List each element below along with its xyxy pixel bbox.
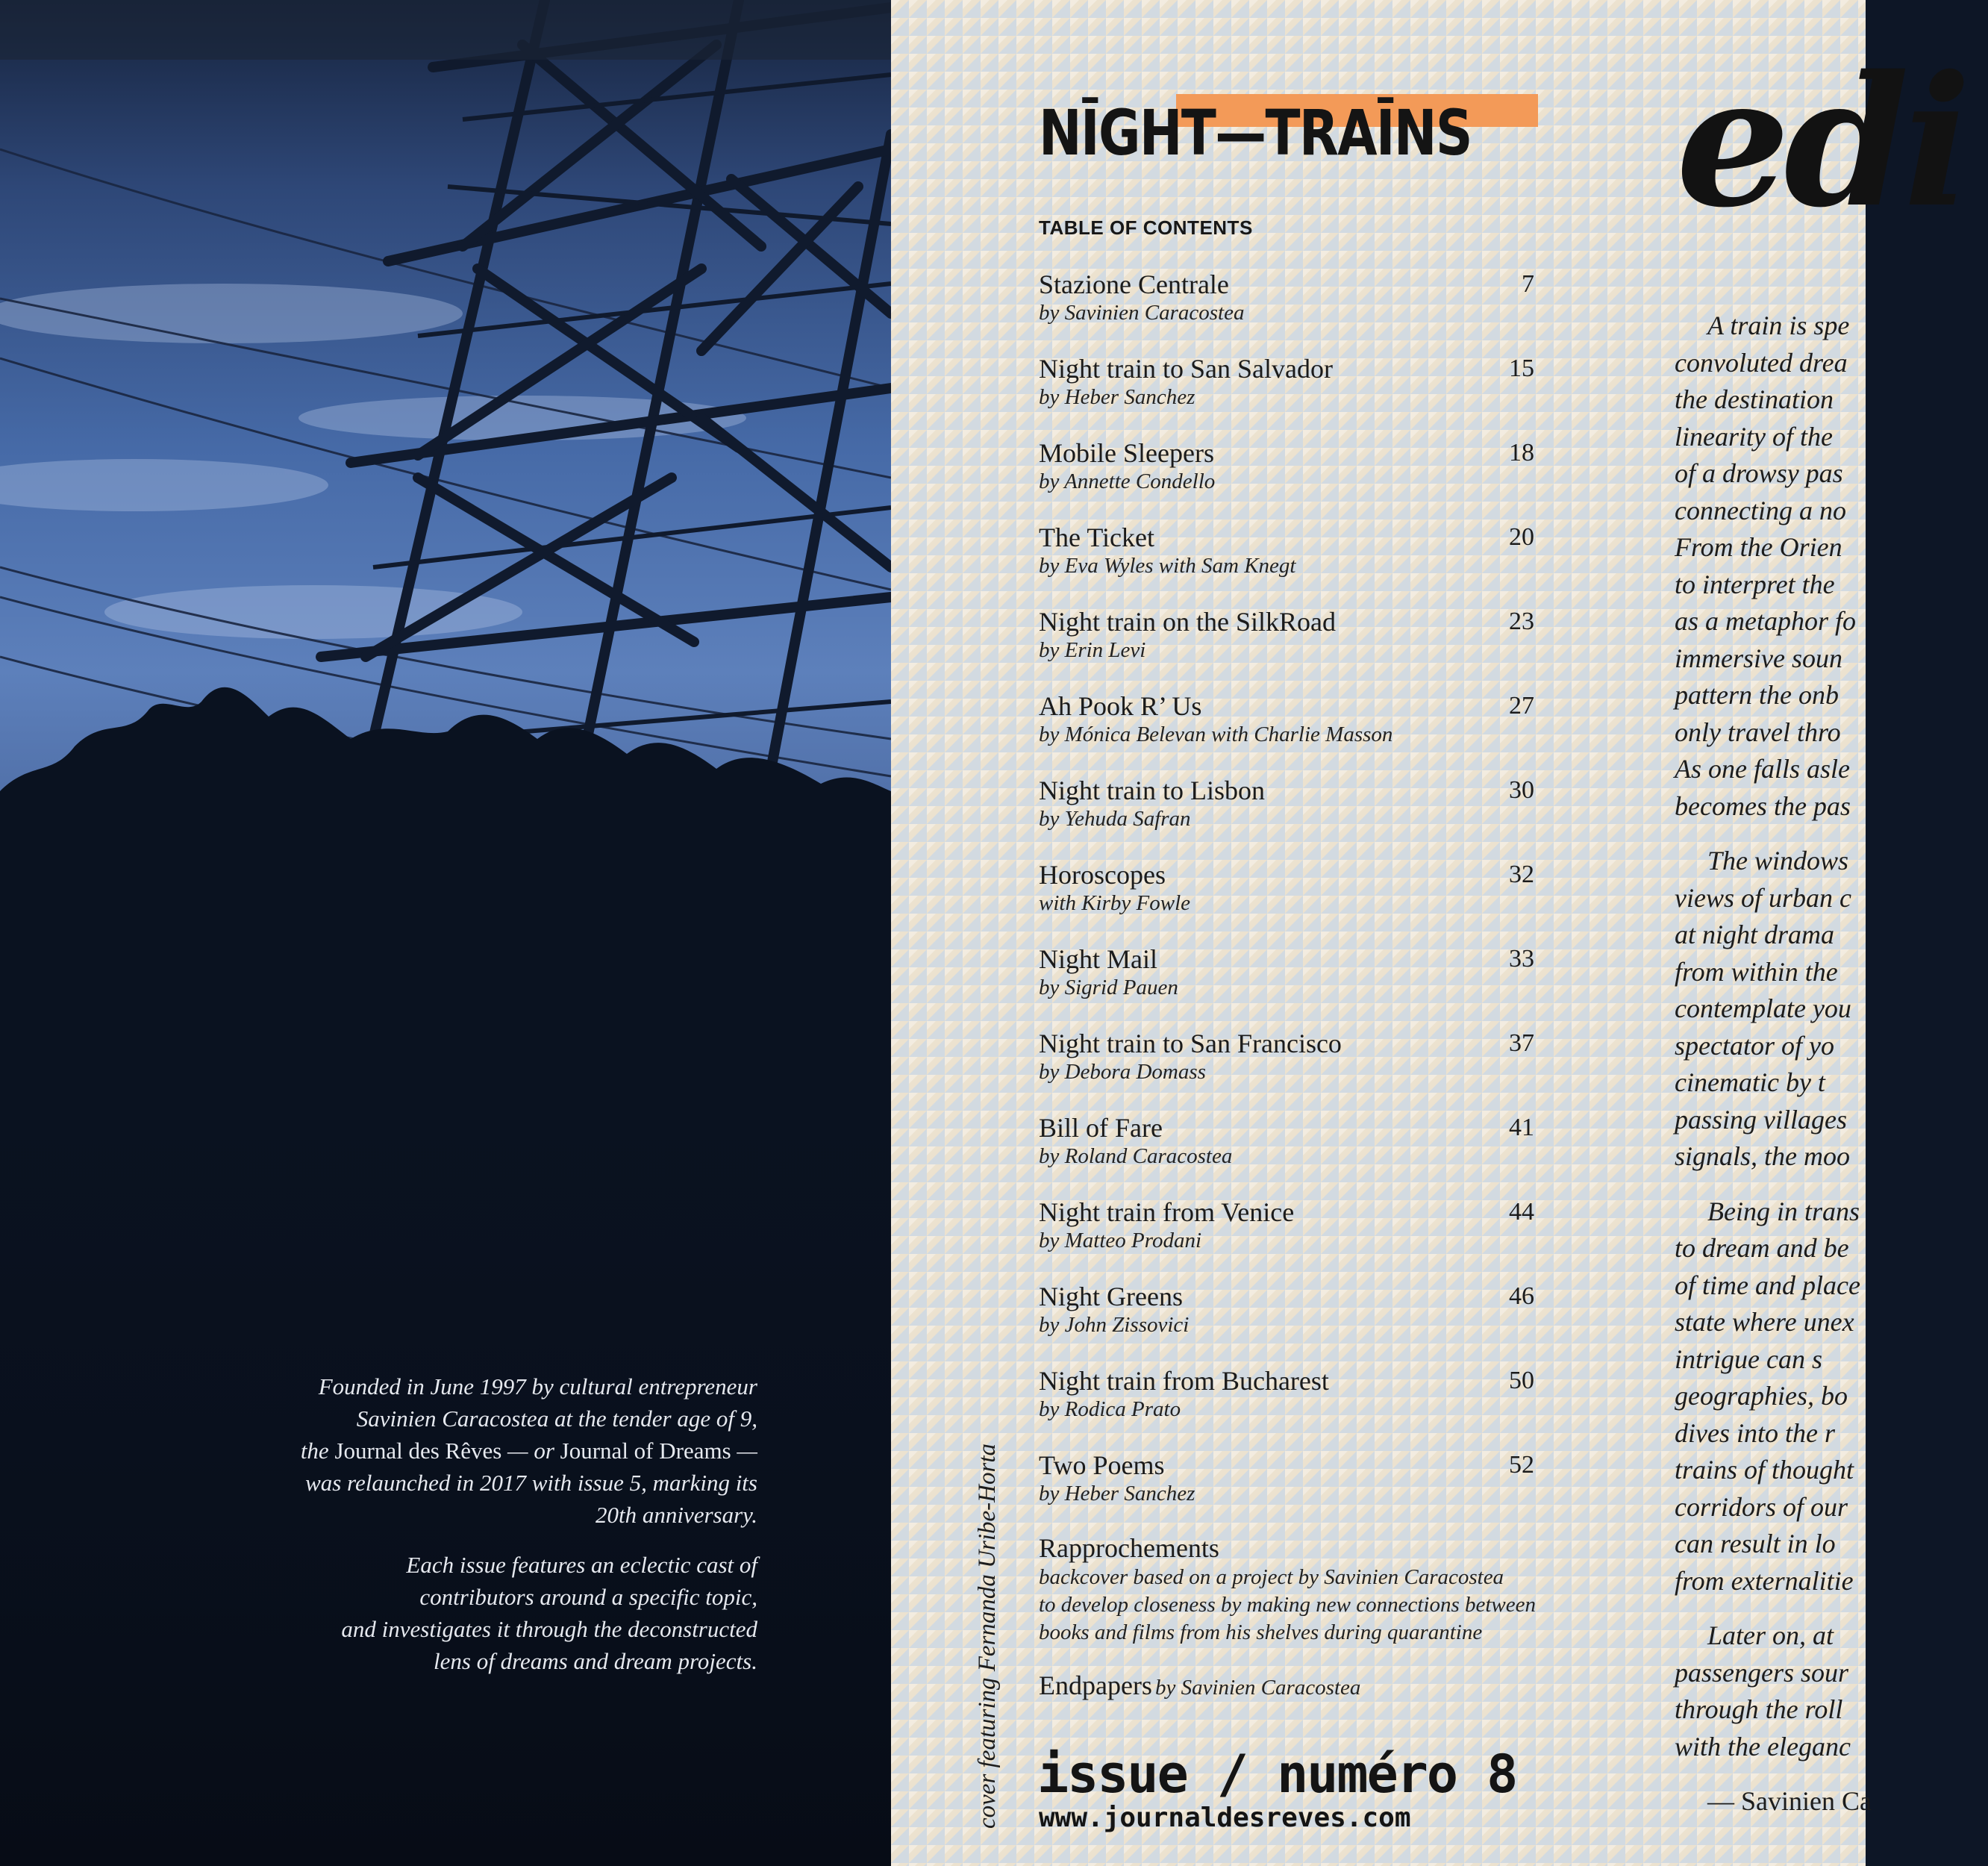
toc-entry[interactable] [1039, 1028, 1539, 1112]
toc-entry-page: 52 [1509, 1451, 1534, 1479]
toc-entry-title: Two Poems [1039, 1450, 1165, 1480]
journal-description [216, 1370, 757, 1695]
toc-entry[interactable] [1039, 943, 1539, 1028]
toc-entry[interactable] [1039, 690, 1539, 775]
toc-entry[interactable] [1039, 1281, 1539, 1365]
editorial-paragraph: Later on, at passengers sour through the roll with the eleganc [1675, 1620, 1851, 1762]
toc-entry-title: Bill of Fare [1039, 1113, 1163, 1143]
toc-entry-author: by Eva Wyles with Sam Knegt [1039, 554, 1296, 578]
cover-photo [0, 0, 891, 1866]
toc-entry-page: 41 [1509, 1114, 1534, 1141]
editorial-paragraph: The windows views of urban c at night drama from within the contemplate you spectator of yo cinematic by t passing villages signals, the moo [1675, 846, 1851, 1171]
toc-entry-page: 37 [1509, 1029, 1534, 1057]
table-of-contents [1039, 269, 1539, 1534]
toc-entry-title: Night Mail [1039, 944, 1157, 974]
website-url[interactable]: www.journaldesreves.com [1039, 1803, 1411, 1833]
toc-entry-author: by Mónica Belevan with Charlie Masson [1039, 723, 1393, 746]
caption-paragraph-history: Founded in June 1997 by cultural entrepreneur Savinien Caracostea at the tender age of 9, the Journal des Rêves — or Journal of Dreams — was relaunched in 2017 with issue 5, marking its 20th anniversary. [300, 1373, 757, 1528]
toc-entry-page: 23 [1509, 608, 1534, 635]
toc-entry-title: Night train to San Francisco [1039, 1029, 1342, 1058]
toc-entry-author: by Yehuda Safran [1039, 807, 1191, 831]
toc-entry[interactable] [1039, 775, 1539, 859]
toc-entry-author: by Sigrid Pauen [1039, 976, 1178, 999]
toc-entry-page: 7 [1522, 270, 1534, 298]
toc-entry-page: 32 [1509, 861, 1534, 888]
toc-entry-title: Night train from Bucharest [1039, 1366, 1329, 1396]
toc-entry-title: Night train to San Salvador [1039, 354, 1333, 384]
masthead-title: NĪGHT—TRAĪNS [1039, 96, 1472, 169]
editorial-text [1675, 308, 1988, 1838]
toc-entry[interactable] [1039, 437, 1539, 522]
toc-entry[interactable] [1039, 1365, 1539, 1450]
toc-entry-author: by Roland Caracostea [1039, 1144, 1233, 1168]
toc-entry[interactable] [1039, 269, 1539, 353]
toc-entry-rapprochements[interactable] [1039, 1532, 1606, 1647]
rapprochements-line: to develop closeness by making new connections between [1039, 1593, 1536, 1617]
toc-entry-page: 50 [1509, 1367, 1534, 1394]
toc-entry-title: The Ticket [1039, 522, 1155, 552]
rapprochements-line: books and films from his shelves during quarantine [1039, 1620, 1483, 1644]
toc-entry[interactable] [1039, 522, 1539, 606]
toc-entry-author: by Savinien Caracostea [1039, 301, 1245, 325]
endpapers-author: by Savinien Caracostea [1154, 1676, 1361, 1700]
toc-entry-title: Mobile Sleepers [1039, 438, 1214, 468]
issue-number: issue / numéro 8 [1037, 1744, 1517, 1805]
toc-entry-endpapers[interactable] [1039, 1670, 1606, 1701]
toc-entry-page: 18 [1509, 439, 1534, 466]
toc-heading: TABLE OF CONTENTS [1039, 216, 1253, 239]
rapprochements-title: Rapprochements [1039, 1533, 1219, 1563]
toc-entry[interactable] [1039, 1450, 1539, 1534]
cover-credit: cover featuring Fernanda Uribe-Horta [974, 1444, 1001, 1829]
toc-entry-author: by Heber Sanchez [1039, 1482, 1195, 1505]
editorial-signature: — Savinien Ca [1707, 1786, 1872, 1816]
toc-entry-title: Night train from Venice [1039, 1197, 1295, 1227]
toc-entry[interactable] [1039, 606, 1539, 690]
caption-paragraph-issues: Each issue features an eclectic cast of contributors around a specific topic, and investigates it through the deconstructed lens of dreams and dream projects. [341, 1552, 757, 1674]
toc-entry-page: 27 [1509, 692, 1534, 720]
toc-entry-author: by Annette Condello [1039, 469, 1216, 493]
toc-entry[interactable] [1039, 353, 1539, 437]
toc-entry-page: 33 [1509, 945, 1534, 973]
toc-entry-page: 20 [1509, 523, 1534, 551]
toc-entry-title: Night train to Lisbon [1039, 776, 1265, 805]
toc-entry-author: by Matteo Prodani [1039, 1229, 1201, 1252]
toc-entry-author: by Debora Domass [1039, 1060, 1206, 1084]
toc-entry-author: with Kirby Fowle [1039, 891, 1190, 915]
editorial-paragraph: A train is spe convoluted drea the destination linearity of the of a drowsy pas connecting a no From the Orien to interpret the as a metaphor fo immersive soun pattern the onb only travel thro As one falls asle becomes the pas [1675, 311, 1856, 821]
editorial-title: edi [1676, 37, 1966, 247]
toc-entry-author: by Heber Sanchez [1039, 385, 1195, 409]
editorial-paragraph: Being in trans to dream and be of time and place state where unex intrigue can s geographies, bo dives into the r trains of thought corridors of our can result in lo from externalitie [1675, 1196, 1860, 1596]
toc-entry-page: 30 [1509, 776, 1534, 804]
toc-entry-page: 44 [1509, 1198, 1534, 1226]
toc-entry-title: Ah Pook R’ Us [1039, 691, 1202, 721]
toc-entry-title: Night train on the SilkRoad [1039, 607, 1336, 637]
toc-entry[interactable] [1039, 1196, 1539, 1281]
toc-entry[interactable] [1039, 859, 1539, 943]
toc-entry-page: 15 [1509, 355, 1534, 382]
toc-entry-title: Night Greens [1039, 1282, 1183, 1311]
toc-entry-author: by Rodica Prato [1039, 1397, 1181, 1421]
toc-entry[interactable] [1039, 1112, 1539, 1196]
toc-entry-title: Horoscopes [1039, 860, 1166, 890]
toc-entry-author: by Erin Levi [1039, 638, 1146, 662]
rapprochements-line: backcover based on a project by Savinien Caracostea [1039, 1565, 1504, 1589]
toc-entry-page: 46 [1509, 1282, 1534, 1310]
toc-entry-author: by John Zissovici [1039, 1313, 1190, 1337]
toc-entry-title: Stazione Centrale [1039, 269, 1229, 299]
endpapers-title: Endpapers [1039, 1670, 1152, 1700]
